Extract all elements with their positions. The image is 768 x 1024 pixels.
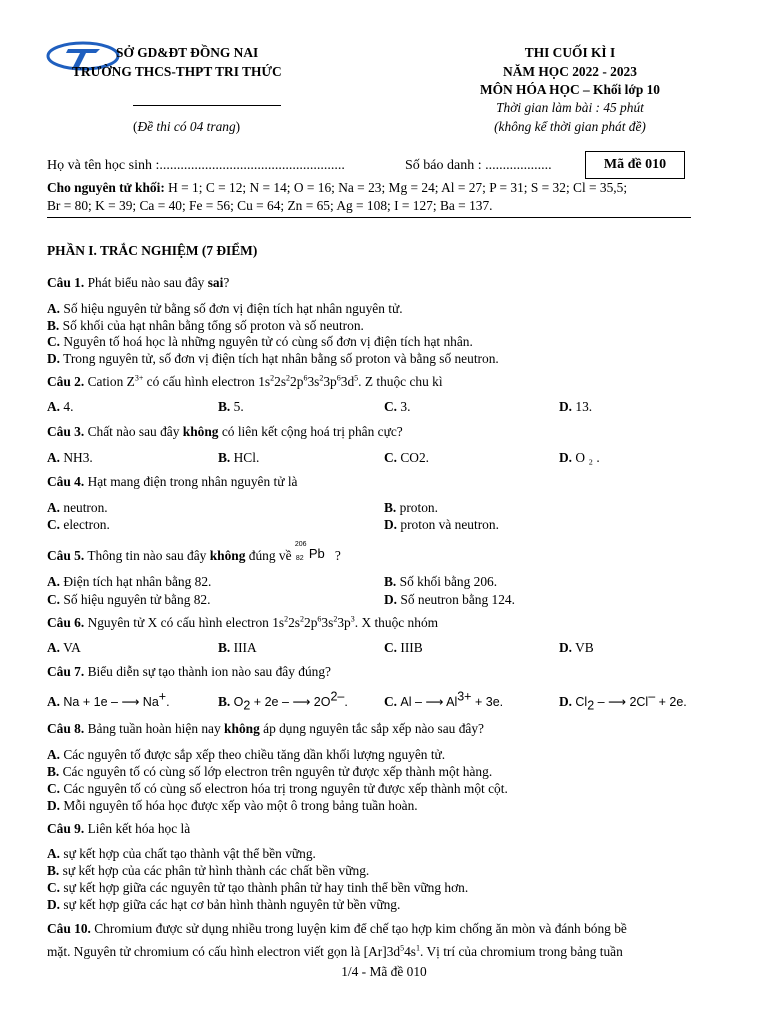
q2-option-d[interactable]: D. 13.	[559, 399, 593, 414]
q6-option-c[interactable]: C. IIIB	[384, 640, 423, 655]
nuclide-notation: 206 82 Pb	[294, 541, 325, 562]
q4-option-d[interactable]: D. proton và neutron.	[384, 517, 499, 532]
question-2: Câu 2. Cation $Z^{3+}$ có cấu hình electron $1s^22s^22p^63s^23p^63d^5$. Z thuộc chu kì	[47, 373, 443, 389]
q1-option-b[interactable]: B. Số khối của hạt nhân bằng tổng số proton và số neutron.	[47, 318, 364, 333]
q1-option-a[interactable]: A. Số hiệu nguyên tử bằng số đơn vị điện tích hạt nhân nguyên tử.	[47, 301, 403, 316]
q5-option-a[interactable]: A. Điện tích hạt nhân bằng 82.	[47, 574, 212, 589]
q2-option-a[interactable]: A. 4.	[47, 399, 74, 414]
section-title: PHẦN I. TRẮC NGHIỆM (7 ĐIỂM)	[47, 243, 258, 258]
school-name: TRƯỜNG THCS-THPT TRI THỨC	[72, 64, 282, 79]
header-divider	[133, 105, 281, 106]
exam-code-box: Mã đề 010	[585, 151, 685, 179]
q4-option-a[interactable]: A. neutron.	[47, 500, 108, 515]
q8-option-c[interactable]: C. Các nguyên tố có cùng số electron hóa trị trong nguyên tử được xếp thành một cột.	[47, 781, 508, 796]
q3-option-a[interactable]: A. NH3.	[47, 450, 93, 465]
subject: MÔN HÓA HỌC – Khối lớp 10	[479, 82, 661, 97]
question-1: Câu 1. Phát biểu nào sau đây sai?	[47, 275, 230, 290]
q9-option-a[interactable]: A. sự kết hợp của chất tạo thành vật thể bền vững.	[47, 846, 316, 861]
exam-title: THI CUỐI KÌ I	[524, 45, 616, 60]
question-4: Câu 4. Hạt mang điện trong nhân nguyên tử là	[47, 474, 298, 489]
section-divider	[47, 217, 691, 218]
q7-option-b[interactable]: B. $O_2 + 2e$ – ⟶ $2O^{2-}$.	[218, 689, 348, 713]
question-9: Câu 9. Liên kết hóa học là	[47, 821, 191, 836]
q5-option-b[interactable]: B. Số khối bằng 206.	[384, 574, 498, 589]
q8-option-d[interactable]: D. Mỗi nguyên tố hóa học được xếp vào một ô trong bảng tuần hoàn.	[47, 798, 418, 813]
question-7: Câu 7. Biểu diễn sự tạo thành ion nào sau đây đúng?	[47, 664, 331, 679]
q3-option-c[interactable]: C. CO2.	[384, 450, 430, 465]
q4-option-b[interactable]: B. proton.	[384, 500, 438, 515]
q9-option-d[interactable]: D. sự kết hợp giữa các hạt cơ bản hình thành nguyên tử bền vững.	[47, 897, 401, 912]
q6-option-b[interactable]: B. IIIA	[218, 640, 257, 655]
q5-option-c[interactable]: C. Số hiệu nguyên tử bằng 82.	[47, 592, 211, 607]
q3-option-b[interactable]: B. HCl.	[218, 450, 260, 465]
time-note: (không kể thời gian phát đề)	[494, 119, 646, 134]
q2-option-b[interactable]: B. 5.	[218, 399, 244, 414]
pages-note: (Đề thi có 04 trang)	[133, 119, 241, 134]
question-8: Câu 8. Bảng tuần hoàn hiện nay không áp dụng nguyên tắc sắp xếp nào sau đây?	[47, 721, 485, 736]
student-name-label: Họ và tên học sinh :.....................................................	[47, 158, 345, 173]
question-3: Câu 3. Chất nào sau đây không có liên kết cộng hoá trị phân cực?	[47, 424, 403, 439]
school-year: NĂM HỌC 2022 - 2023	[503, 64, 637, 79]
student-id-label: Số báo danh : ...................	[405, 158, 552, 173]
q4-option-c[interactable]: C. electron.	[47, 517, 110, 532]
q1-option-d[interactable]: D. Trong nguyên tử, số đơn vị điện tích hạt nhân bằng số proton và bằng số neutron.	[47, 351, 499, 366]
q6-option-a[interactable]: A. VA	[47, 640, 81, 655]
q1-option-c[interactable]: C. Nguyên tố hoá học là những nguyên tử có cùng số đơn vị điện tích hạt nhân.	[47, 334, 473, 349]
q3-option-d[interactable]: D. O ₂ .	[559, 450, 600, 465]
q9-option-c[interactable]: C. sự kết hợp giữa các nguyên tử tạo thành phân tử hay tinh thể bền vững hơn.	[47, 880, 469, 895]
q7-option-c[interactable]: C. Al – ⟶ $Al^{3+} + 3e$.	[384, 689, 504, 709]
question-5: Câu 5. Thông tin nào sau đây không đúng về 206 82 Pb ?	[47, 541, 341, 563]
atomic-masses-line1: Cho nguyên tử khối: H = 1; C = 12; N = 14; O = 16; Na = 23; Mg = 24; Al = 27; P = 31; S = 32; Cl = 35,5;	[47, 180, 628, 195]
q7-option-d[interactable]: D. $Cl_2$ – ⟶ 2Cl– + 2e.	[559, 689, 687, 713]
page-footer: 1/4 - Mã đề 010	[341, 964, 427, 979]
dept-name: SỞ GD&ĐT ĐỒNG NAI	[116, 45, 259, 60]
question-10-line1: Câu 10. Chromium được sử dụng nhiều trong luyện kim để chế tạo hợp kim chống ăn mòn và đánh bóng bề	[47, 921, 627, 936]
q7-option-a[interactable]: A. Na + 1e – ⟶ Na+.	[47, 689, 170, 709]
q8-option-b[interactable]: B. Các nguyên tố có cùng số lớp electron trên nguyên tử được xếp thành một hàng.	[47, 764, 493, 779]
atomic-masses-line2: Br = 80; K = 39; Ca = 40; Fe = 56; Cu = 64; Zn = 65; Ag = 108; I = 127; Ba = 137.	[47, 198, 493, 213]
q2-option-c[interactable]: C. 3.	[384, 399, 411, 414]
q9-option-b[interactable]: B. sự kết hợp của các phân tử hình thành các chất bền vững.	[47, 863, 370, 878]
q8-option-a[interactable]: A. Các nguyên tố được sắp xếp theo chiều tăng dần khối lượng nguyên tử.	[47, 747, 446, 762]
question-10-line2: mặt. Nguyên tử chromium có cấu hình electron viết gọn là $[Ar]3d^54s^1$. Vị trí của chromium trong bảng tuần	[47, 943, 623, 959]
q5-option-d[interactable]: D. Số neutron bằng 124.	[384, 592, 515, 607]
q6-option-d[interactable]: D. VB	[559, 640, 594, 655]
question-6: Câu 6. Nguyên tử X có cấu hình electron $1s^22s^22p^63s^23p^3$. X thuộc nhóm	[47, 614, 439, 630]
time-limit: Thời gian làm bài : 45 phút	[496, 100, 644, 115]
